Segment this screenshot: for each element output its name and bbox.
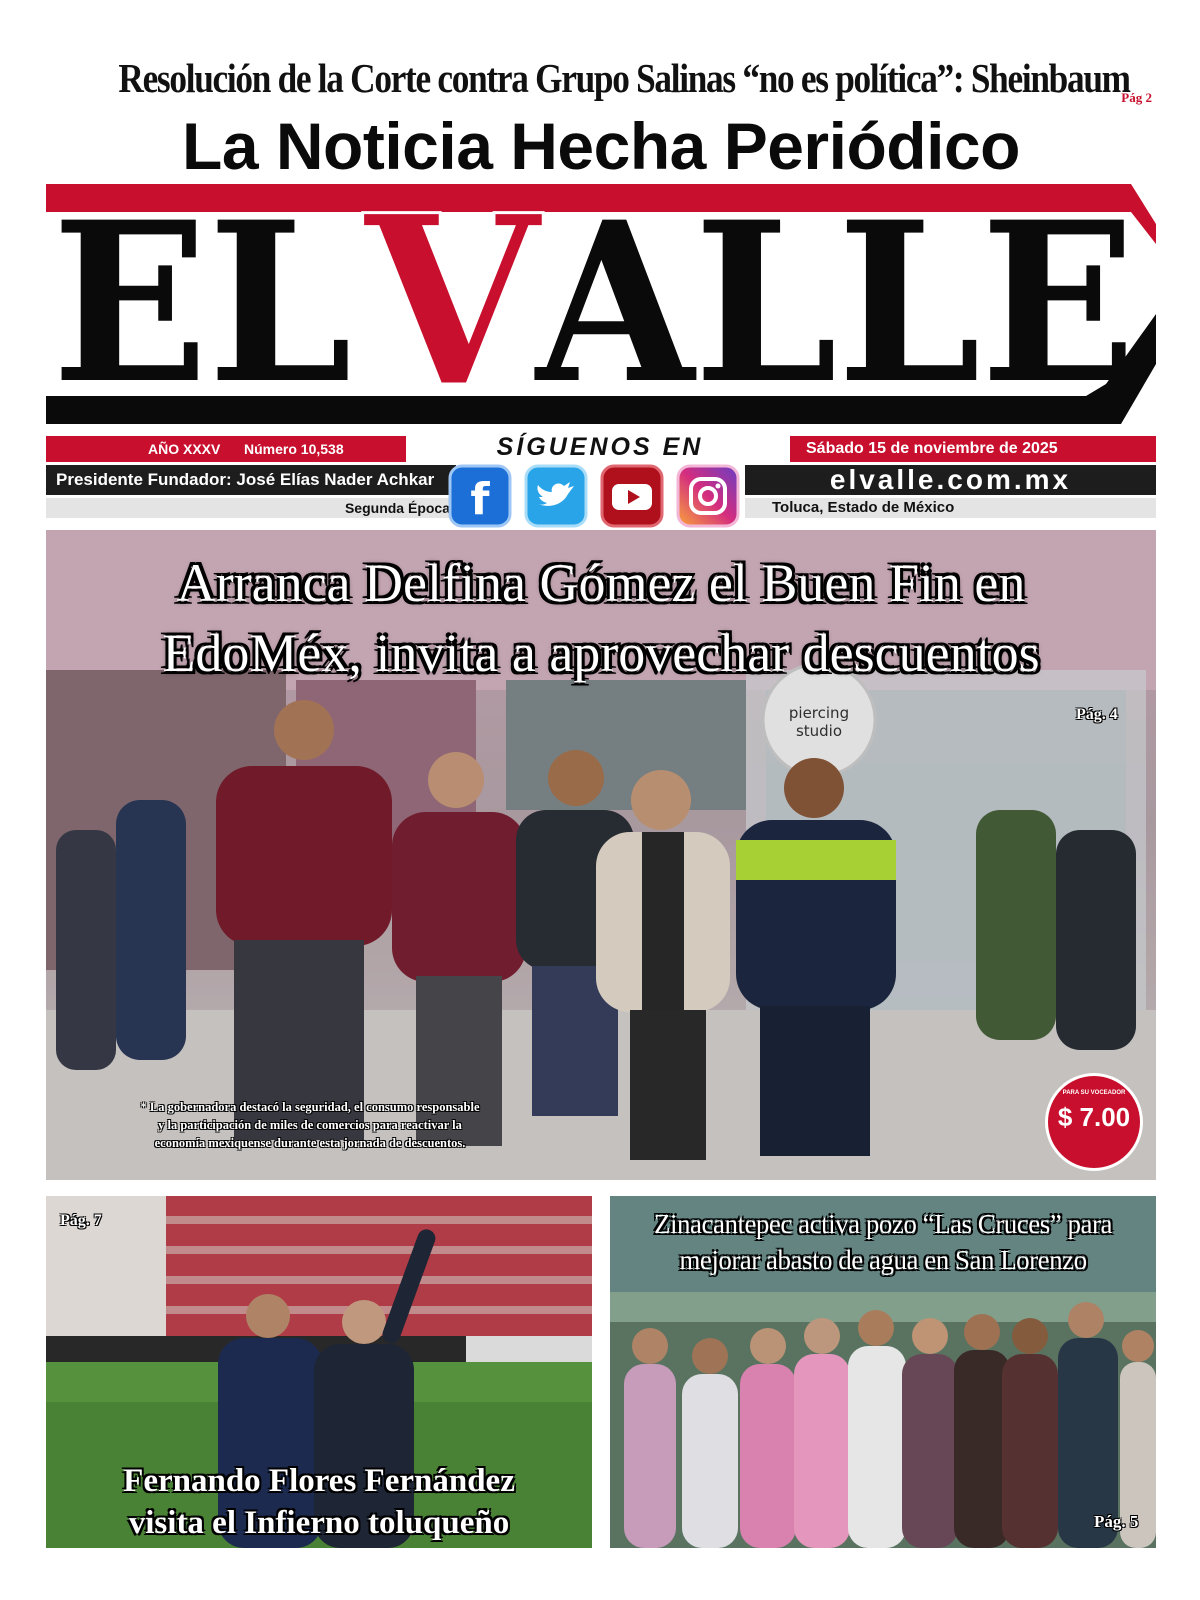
- right-story-page: Pág. 5: [1094, 1512, 1139, 1531]
- info-bar-left: [46, 436, 406, 462]
- twitter-icon[interactable]: [524, 464, 588, 528]
- main-story-page: Pág. 4: [1076, 706, 1118, 723]
- right-headline-line2: mejorar abasto de agua en San Lorenzo: [679, 1245, 1087, 1275]
- location-label: Toluca, Estado de México: [772, 499, 955, 516]
- left-headline-line1: Fernando Flores Fernández: [123, 1463, 515, 1499]
- masthead-alle: ALLE: [534, 184, 1136, 426]
- caption-line2: y la participación de miles de comercios para reactivar la: [158, 1118, 462, 1132]
- masthead-v: V: [362, 184, 544, 426]
- caption-line1: * La gobernadora destacó la seguridad, el consumo responsable: [140, 1100, 480, 1114]
- price-value: $ 7.00: [1057, 1102, 1131, 1132]
- store-sign-line2: studio: [795, 722, 843, 740]
- epoch-label: Segunda Época: [344, 500, 450, 516]
- masthead-el: EL: [52, 184, 352, 426]
- left-story-page: Pág. 7: [60, 1212, 102, 1229]
- website-link[interactable]: elvalle.com.mx: [829, 464, 1072, 495]
- follow-us-label: SÍGUENOS EN: [496, 433, 704, 461]
- main-photo-caption: [70, 1098, 550, 1152]
- left-headline-line2: visita el Infierno toluqueño: [128, 1505, 510, 1541]
- slogan: La Noticia Hecha Periódico: [182, 109, 1020, 183]
- main-headline[interactable]: [46, 548, 1156, 688]
- caption-line3: economía mexiquense durante esta jornada de descuentos.: [154, 1136, 466, 1150]
- main-headline-line1: Arranca Delfina Gómez el Buen Fin en: [176, 553, 1026, 613]
- year-label: AÑO XXXV: [148, 441, 221, 457]
- youtube-icon[interactable]: [600, 464, 664, 528]
- price-label: PARA SU VOCEADOR: [1062, 1090, 1126, 1096]
- right-story-headline[interactable]: [610, 1206, 1156, 1278]
- facebook-icon[interactable]: [448, 464, 512, 528]
- main-headline-line2: EdoMéx, invita a aprovechar descuentos: [162, 623, 1040, 683]
- instagram-icon[interactable]: [676, 464, 740, 528]
- issue-date: Sábado 15 de noviembre de 2025: [806, 440, 1058, 457]
- top-headline-page: Pág 2: [1121, 90, 1152, 105]
- top-headline[interactable]: Resolución de la Corte contra Grupo Salinas “no es política”: Sheinbaum: [118, 55, 1130, 101]
- svg-text:f: f: [470, 474, 490, 525]
- right-headline-line1: Zinacantepec activa pozo “Las Cruces” para: [654, 1209, 1112, 1239]
- left-story-headline[interactable]: [46, 1460, 592, 1544]
- founder-label: Presidente Fundador: José Elías Nader Achkar: [56, 470, 435, 489]
- masthead-logo[interactable]: [46, 184, 1156, 426]
- issue-number: Número 10,538: [244, 441, 344, 457]
- store-sign-line1: piercing: [788, 704, 850, 722]
